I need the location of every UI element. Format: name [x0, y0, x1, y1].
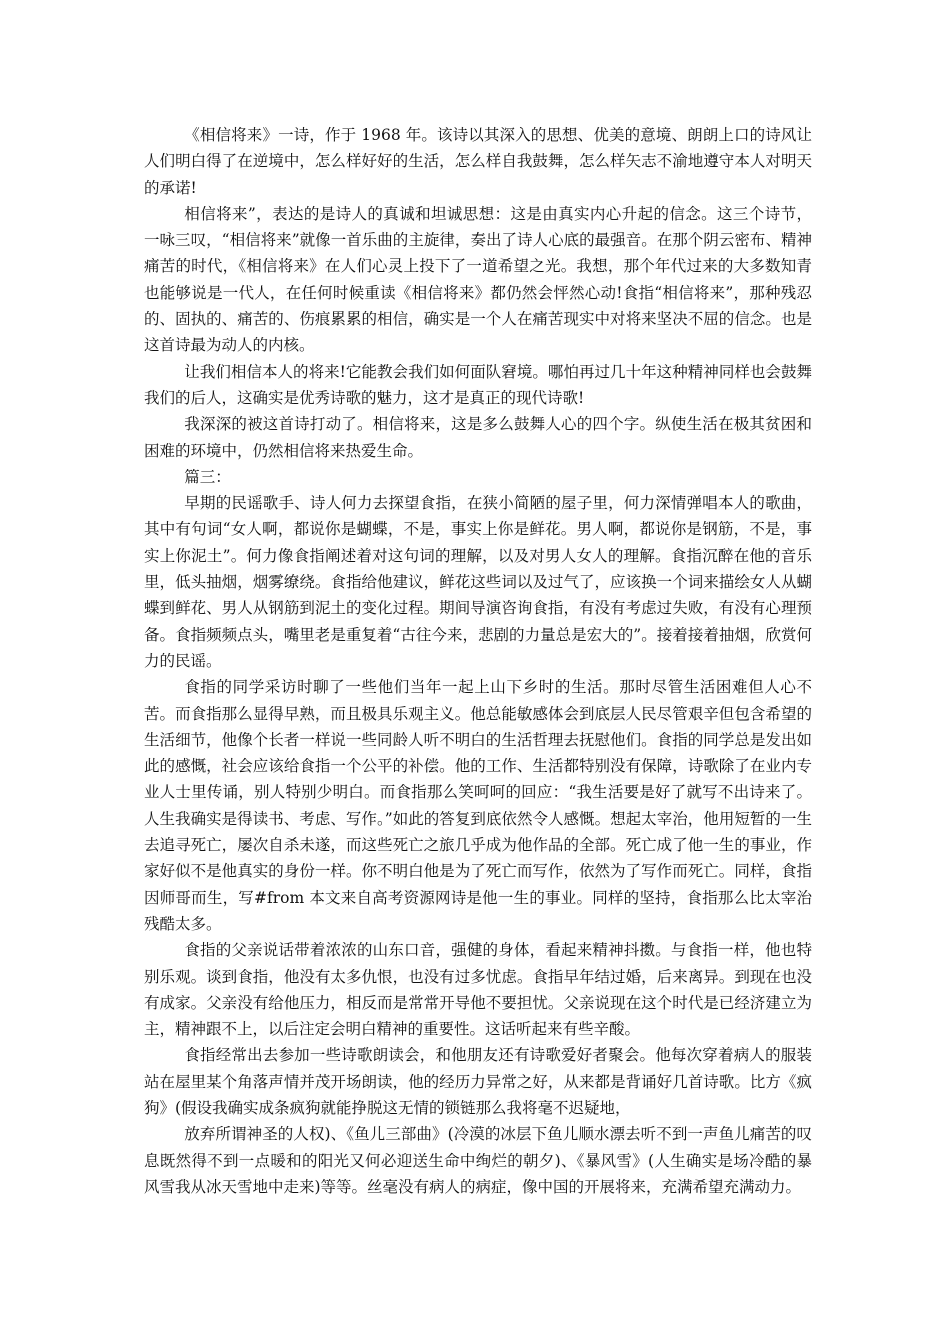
paragraph-moved: 我深深的被这首诗打动了。相信将来，这是多么鼓舞人心的四个字。纵使生活在极其贫困和困难的环境中，仍然相信将来热爱生命。 [144, 415, 812, 460]
paragraph-folk-singer: 早期的民谣歌手、诗人何力去探望食指，在狭小简陋的屋子里，何力深情弹唱本人的歌曲，其中有句词“女人啊，都说你是蝴蝶，不是，事实上你是鲜花。男人啊，都说你是钢筋，不是，事实上你泥土”。何力像食指阐述着对这句词的理解，以及对男人女人的理解。食指沉醉在他的音乐里，低头抽烟，烟雾缭绕。食指给他建议，鲜花这些词以及过气了，应该换一个词来描绘女人从蝴蝶到鲜花、男人从钢筋到泥土的变化过程。期间导演咨询食指，有没有考虑过失败，有没有心理预备。食指频频点头，嘴里老是重复着“古往今来，悲剧的力量总是宏大的”。接着接着抽烟，欣赏何力的民谣。 [144, 494, 812, 670]
paragraph-poem-intro: 《相信将来》一诗，作于 1968 年。该诗以其深入的思想、优美的意境、朗朗上口的诗风让人们明白得了在逆境中，怎么样好好的生活，怎么样自我鼓舞，怎么样矢志不渝地遵守本人对明天的承诺! [144, 126, 812, 197]
paragraph-poetry-readings: 食指经常出去参加一些诗歌朗读会，和他朋友还有诗歌爱好者聚会。他每次穿着病人的服装站在屋里某个角落声情并茂开场朗读，他的经历力异常之好，从来都是背诵好几首诗歌。比方《疯狗》(假设我确实成条疯狗就能挣脱这无情的锁链那么我将毫不迟疑地， [144, 1046, 812, 1117]
paragraph-classmates: 食指的同学采访时聊了一些他们当年一起上山下乡时的生活。那时尽管生活困难但人心不苦。而食指那么显得早熟，而且极具乐观主义。他总能敏感体会到底层人民尽管艰辛但包含希望的生活细节，他像个长者一样说一些同龄人听不明白的生活哲理去抚慰他们。食指的同学总是发出如此的感慨，社会应该给食指一个公平的补偿。他的工作、生活都特别没有保障，诗歌除了在业内专业人士里传诵，别人特别少明白。而食指那么笑呵呵的回应：“我生活要是好了就写不出诗来了。人生我确实是得读书、考虑、写作。”如此的答复到底依然令人感慨。想起太宰治，他用短暂的一生去追寻死亡，屡次自杀未遂，而这些死亡之旅几乎成为他作品的全部。死亡成了他一生的事业，作家好似不是他真实的身份一样。你不明白他是为了死亡而写作，依然为了写作而死亡。同样，食指因师哥而生，写#from 本文来自高考资源网诗是他一生的事业。同样的坚持，食指那么比太宰治残酷太多。 [144, 678, 812, 933]
paragraph-believe-future: 让我们相信本人的将来!它能教会我们如何面队窘境。哪怕再过几十年这种精神同样也会鼓舞我们的后人，这确实是优秀诗歌的魅力，这才是真正的现代诗歌! [144, 362, 812, 407]
paragraph-father: 食指的父亲说话带着浓浓的山东口音，强健的身体，看起来精神抖擞。与食指一样，他也特别乐观。谈到食指，他没有太多仇恨，也没有过多忧虑。食指早年结过婚，后来离异。到现在也没有成家。父亲没有给他压力，相反而是常常开导他不要担忧。父亲说现在这个时代是已经济建立为主，精神跟不上，以后注定会明白精神的重要性。这话听起来有些辛酸。 [144, 941, 812, 1039]
section-heading: 篇三： [184, 467, 231, 486]
paragraph-poems-list: 放弃所谓神圣的人权)、《鱼儿三部曲》(冷漠的冰层下鱼儿顺水漂去听不到一声鱼儿痛苦的叹息既然得不到一点暖和的阳光又何必迎送生命中绚烂的朝夕)、《暴风雪》(人生确实是场冷酷的暴风雪我从冰天雪地中走来)等等。丝毫没有病人的病症，像中国的开展将来，充满希望充满动力。 [144, 1125, 812, 1196]
document-body [144, 122, 812, 1200]
paragraph-poem-analysis: 相信将来”，表达的是诗人的真诚和坦诚思想：这是由真实内心升起的信念。这三个诗节，一咏三叹，“相信将来”就像一首乐曲的主旋律，奏出了诗人心底的最强音。在那个阴云密布、精神痛苦的时代，《相信将来》在人们心灵上投下了一道希望之光。我想，那个年代过来的大多数知青也能够说是一代人，在任何时候重读《相信将来》都仍然会怦然心动!食指“相信将来”，那种残忍的、固执的、痛苦的、伤痕累累的相信，确实是一个人在痛苦现实中对将来坚决不屈的信念。也是这首诗最为动人的内核。 [144, 204, 812, 355]
